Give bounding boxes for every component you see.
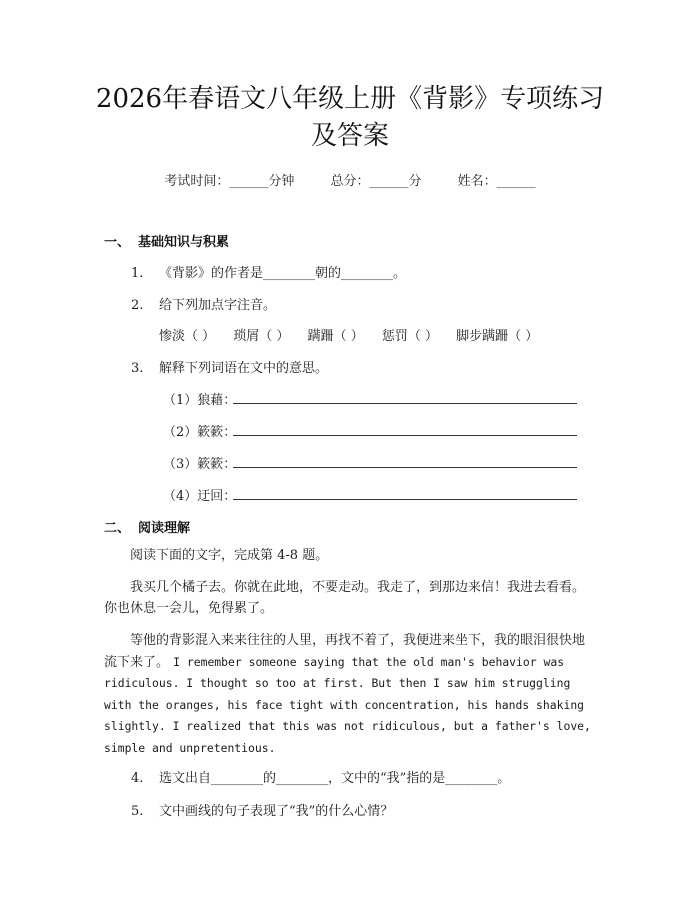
question-number: 3. [131,361,144,376]
question-4 [131,767,510,786]
question-1 [131,262,406,281]
exam-score: 总分：______分 [330,174,422,189]
definition-label: （3）簌簌： [163,457,237,472]
question-number: 2. [131,298,144,313]
question-number: 4. [131,771,144,786]
page-title-line1: 2026年春语文八年级上册《背影》专项练习 [95,84,605,114]
pinyin-item: 惩罚（ ） [381,329,438,344]
paragraph-english: I remember someone saying that the old man's behavior was ridiculous. I thought so too at first. But then I saw him struggling with the oranges, his face tight with concentration, his hands shaking slightly. I realized that this was not ridiculous, but a father's love, simple and unpretentious. [104,654,591,755]
section-number: 一、 [104,235,131,250]
answer-line [233,467,577,468]
question-2 [131,294,276,313]
question-number: 5. [131,804,144,819]
definition-label: （4）迂回： [163,489,237,504]
reading-paragraph-2 [104,631,596,759]
section-label: 阅读理解 [138,521,191,536]
definition-item [163,389,236,408]
question-text: 文中画线的句子表现了“我”的什么心情？ [159,804,394,819]
question-text: 选文出自________的________，文中的“我”指的是________。 [159,771,511,786]
pinyin-item: 蹒跚（ ） [307,329,364,344]
answer-line [233,403,577,404]
exam-time: 考试时间：______分钟 [164,174,295,189]
exam-meta [0,170,700,189]
definition-item [163,421,236,440]
definition-label: （2）簌簌： [163,425,237,440]
section-label: 基础知识与积累 [138,235,230,250]
pinyin-item: 脚步蹒跚（ ） [456,329,539,344]
pinyin-item: 惨淡（ ） [159,329,216,344]
section-heading-1 [104,231,229,250]
pinyin-item: 琐屑（ ） [233,329,290,344]
definition-item [163,485,236,504]
pinyin-list [159,325,552,344]
question-text: 给下列加点字注音。 [159,298,277,313]
section-heading-2 [104,517,190,536]
section-number: 二、 [104,521,131,536]
answer-line [233,435,577,436]
student-name: 姓名：______ [457,174,536,189]
paragraph-chinese: 等他的背影混入来来往往的人里，再找不着了，我便进来坐下，我的眼泪很快地流下来了。 [104,633,586,670]
question-5 [131,800,393,819]
reading-paragraph-1: 我买几个橘子去。你就在此地，不要走动。我走了，到那边来信！我进去看看。你也休息一会儿，免得累了。 [104,580,586,616]
question-number: 1. [131,266,144,281]
reading-intro: 阅读下面的文字，完成第 4-8 题。 [130,548,329,563]
definition-label: （1）狼藉： [163,393,237,408]
answer-line [233,499,577,500]
definition-item [163,453,236,472]
question-3 [131,357,328,376]
question-text: 《背影》的作者是________朝的________。 [159,266,407,281]
page-title-line2: 及答案 [310,121,389,151]
question-text: 解释下列词语在文中的意思。 [159,361,329,376]
